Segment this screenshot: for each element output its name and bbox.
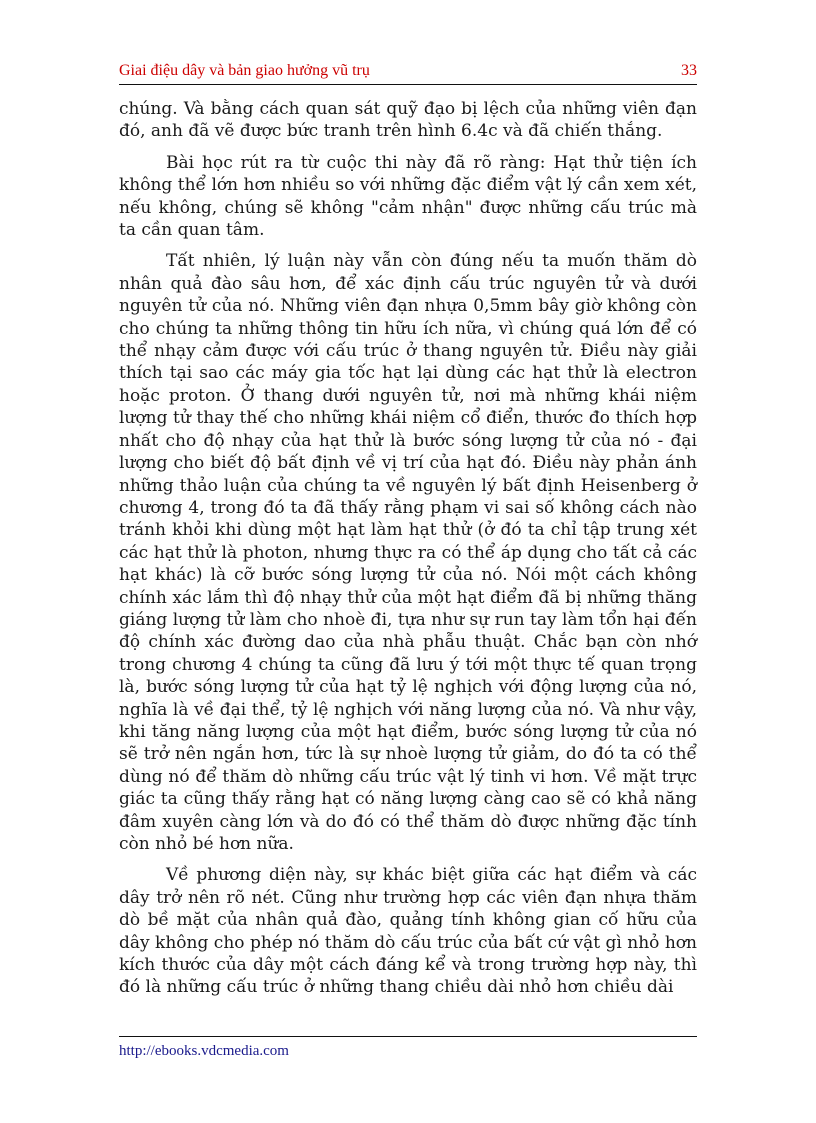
paragraph: Về phương diện này, sự khác biệt giữa các hạt điểm và các dây trở nên rõ nét. Cũng như trường hợp các viên đạn nhựa thăm dò bề mặt của nhân quả đào, quảng tính không gian cố hữu của dây không cho phép nó thăm dò cấu trúc của bất cứ vật gì nhỏ hơn kích thước của dây một cách đáng kể và trong trường hợp này, thì đó là những cấu trúc ở những thang chiều dài nhỏ hơn chiều dài: [119, 865, 697, 998]
paragraph: Bài học rút ra từ cuộc thi này đã rõ ràng: Hạt thử tiện ích không thể lớn hơn nhiều so với những đặc điểm vật lý cần xem xét, nếu không, chúng sẽ không "cảm nhận" được những cấu trúc mà ta cần quan tâm.: [119, 152, 697, 241]
footer-link[interactable]: http://ebooks.vdcmedia.com: [119, 1043, 289, 1059]
paragraph: chúng. Và bằng cách quan sát quỹ đạo bị lệch của những viên đạn đó, anh đã vẽ được bức tranh trên hình 6.4c và đã chiến thắng.: [119, 99, 697, 142]
paragraph: Tất nhiên, lý luận này vẫn còn đúng nếu ta muốn thăm dò nhân quả đào sâu hơn, để xác định cấu trúc nguyên tử và dưới nguyên tử của nó. Những viên đạn nhựa 0,5mm bây giờ không còn cho chúng ta những thông tin hữu ích nữa, vì chúng quá lớn để có thể nhạy cảm được với cấu trúc ở thang nguyên tử. Điều này giải thích tại sao các máy gia tốc hạt lại dùng các hạt thử là electron hoặc proton. Ở thang dưới nguyên tử, nơi mà những khái niệm lượng tử thay thế cho những khái niệm cổ điển, thước đo thích hợp nhất cho độ nhạy của hạt thử là bước sóng lượng tử của nó - đại lượng cho biết độ bất định về vị trí của hạt đó. Điều này phản ánh những thảo luận của chúng ta về nguyên lý bất định Heisenberg ở chương 4, trong đó ta đã thấy rằng phạm vi sai số không cách nào tránh khỏi khi dùng một hạt làm hạt thử (ở đó ta chỉ tập trung xét các hạt thử là photon, nhưng thực ra có thể áp dụng cho tất cả các hạt khác) là cỡ bước sóng lượng tử của nó. Nói một cách không chính xác lắm thì độ nhạy thử của một hạt điểm đã bị những thăng giáng lượng tử làm cho nhoè đi, tựa như sự run tay làm tổn hại đến độ chính xác đường dao của nhà phẫu thuật. Chắc bạn còn nhớ trong chương 4 chúng ta cũng đã lưu ý tới một thực tế quan trọng là, bước sóng lượng tử của hạt tỷ lệ nghịch với động lượng của nó, nghĩa là về đại thể, tỷ lệ nghịch với năng lượng của nó. Và như vậy, khi tăng năng lượng của một hạt điểm, bước sóng lượng tử của nó sẽ trở nên ngắn hơn, tức là sự nhoè lượng tử giảm, do đó ta có thể dùng nó để thăm dò những cấu trúc vật lý tinh vi hơn. Về mặt trực giác ta cũng thấy rằng hạt có năng lượng càng cao sẽ có khả năng đâm xuyên càng lớn và do đó có thể thăm dò được những đặc tính còn nhỏ bé hơn nữa.: [119, 251, 697, 854]
body-text: [119, 98, 697, 1008]
book-title: Giai điệu dây và bản giao hưởng vũ trụ: [119, 62, 370, 79]
page-header: [119, 62, 697, 85]
page-footer: [119, 1036, 697, 1060]
page-number: 33: [681, 62, 697, 79]
